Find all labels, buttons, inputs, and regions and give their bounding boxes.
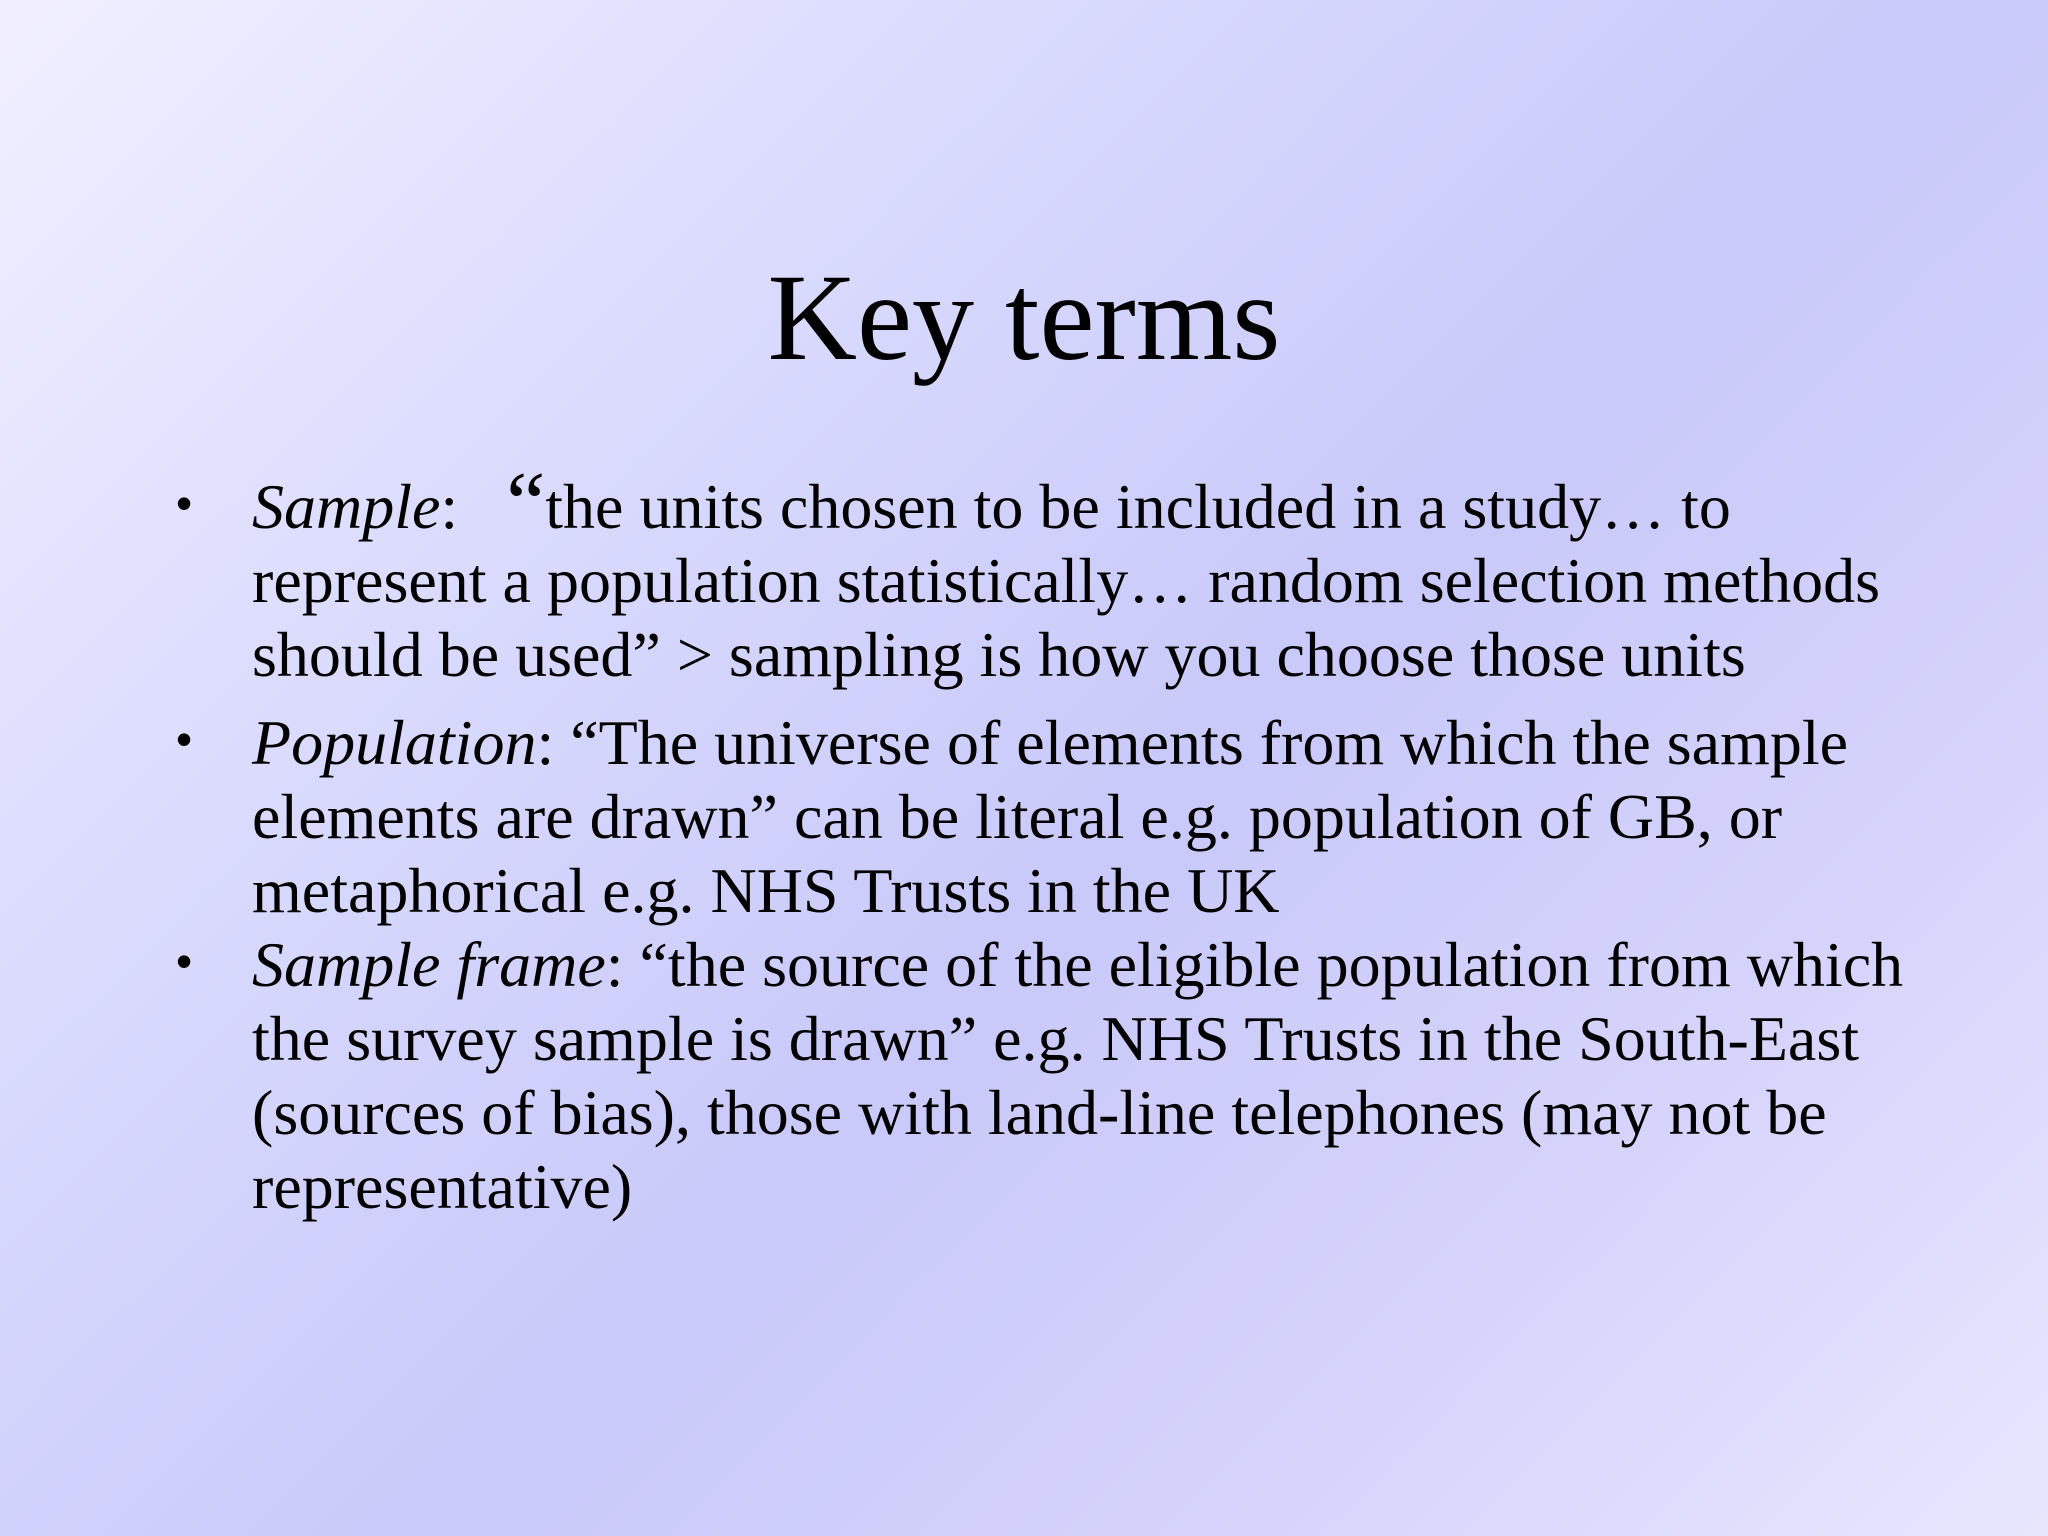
key-terms-list — [170, 455, 1910, 1224]
list-item-population — [170, 706, 1910, 928]
definition-population: “The universe of elements from which the sample elements are drawn” can be literal e.g. population of GB, or metaphorical e.g. NHS Trusts in the UK — [252, 707, 1848, 926]
term-gap — [458, 471, 506, 542]
bullet-icon: • — [176, 935, 193, 987]
term-colon: : — [536, 707, 571, 778]
term-sample-frame: Sample frame — [252, 929, 606, 1000]
term-population: Population — [252, 707, 537, 778]
definition-sample-frame: “the source of the eligible population from which the survey sample is drawn” e.g. NHS Trusts in the South-East (sources of bias), those with land-line telephones (may not be representative) — [252, 929, 1904, 1222]
list-item-sample-frame — [170, 928, 1910, 1224]
term-sample: Sample — [252, 471, 441, 542]
slide-title: Key terms — [767, 249, 1281, 386]
term-colon: : — [605, 929, 640, 1000]
list-item-sample — [170, 455, 1910, 692]
definition-sample: the units chosen to be included in a study… to represent a population statistically… random selection methods should be used” > sampling is how you choose those units — [252, 471, 1881, 690]
opening-quote: “ — [506, 455, 546, 552]
term-colon: : — [440, 471, 459, 542]
bullet-icon: • — [176, 477, 193, 529]
bullet-icon: • — [176, 713, 193, 765]
